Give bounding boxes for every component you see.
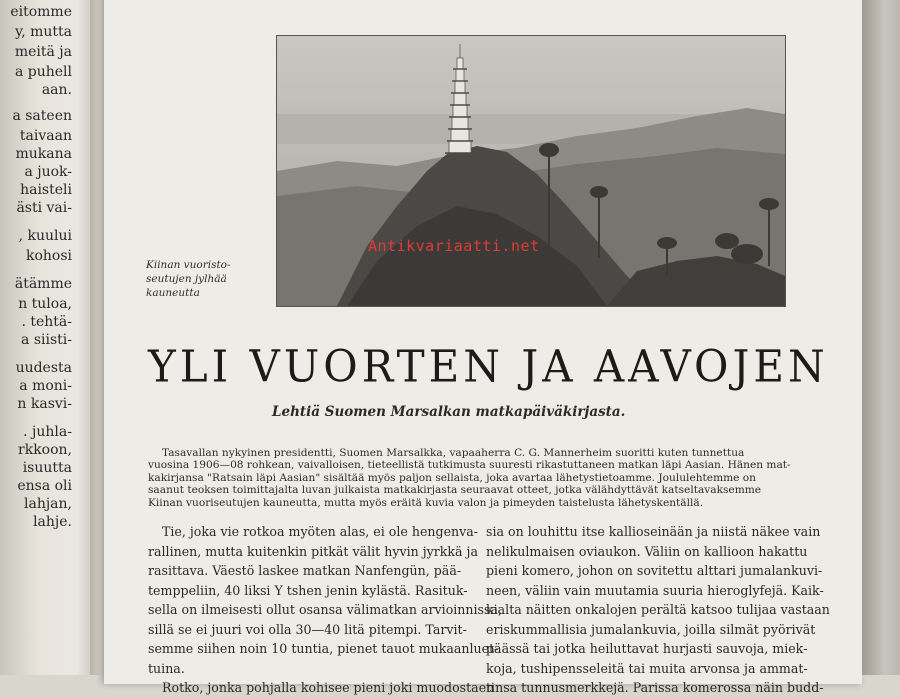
body-line: pieni komero, johon on sovitettu alttari jumalankuvi- (486, 563, 823, 578)
article-lead (148, 447, 816, 509)
body-line: tuina. (148, 660, 185, 676)
body-column-right (486, 522, 830, 698)
magazine-page (104, 0, 862, 695)
body-line: sia on louhittu itse kallioseinään ja niistä näkee vain (486, 524, 821, 539)
caption-line: seutujen jylhää (146, 273, 227, 285)
body-line: eriskummallisia jumalankuvia, joilla silmät pyörivät (486, 621, 816, 637)
article-headline: YLI VUORTEN JA AAVOJEN (148, 340, 829, 393)
facing-page (0, 0, 96, 675)
body-line: rasittava. Väestö laskee matkan Nanfengün, pää- (148, 563, 462, 578)
lead-line: Tasavallan nykyinen presidentti, Suomen Marsalkka, vapaaherra C. G. Mannerheim suoritti kuten tunnettua (162, 447, 745, 459)
body-line: rallinen, mutta kuitenkin pitkät välit hyvin jyrkkä ja (148, 543, 478, 559)
body-line: päässä tai jotka heiluttavat hurjasti sauvoja, miek- (486, 641, 808, 656)
body-line: kialta näitten onkalojen perältä katsoo tulijaa vastaan (486, 602, 830, 617)
lead-line: kakirjansa "Ratsain läpi Aasian" sisältää myös paljon sellaista, joka avartaa lähetystietoamme. Joululehtemme on (148, 471, 756, 484)
facing-page-text: lahje. (33, 514, 72, 530)
body-line: sella on ilmeisesti ollut osansa välimatkan arvioinnissa, (148, 602, 502, 617)
facing-page-text: lahjan, (24, 496, 72, 512)
caption-line: Kiinan vuoristo- (146, 259, 231, 271)
body-line: sillä se ei juuri voi olla 30—40 litä pitempi. Tarvit- (148, 621, 467, 637)
facing-page-text: rkkoon, (18, 442, 72, 458)
pagoda-photo (276, 35, 786, 307)
lead-line: saanut teoksen toimittajalta luvan julkaista matkakirjasta seuraavat otteet, jotka välähdyttävät katseltavaksemme (148, 484, 762, 497)
facing-page-text: kohosi (25, 248, 72, 264)
facing-page-text: a sateen (12, 108, 72, 124)
facing-page-text: ästi vai- (16, 200, 72, 216)
facing-page-text: taivaan (19, 128, 72, 144)
facing-page-text: meitä ja (14, 44, 72, 60)
facing-page-text: a siisti- (21, 332, 72, 348)
facing-page-text: a moni- (19, 378, 72, 394)
facing-page-text: n kasvi- (17, 396, 72, 412)
lead-line: Kiinan vuoriseutujen kauneutta, mutta myös eräitä kuvia valon ja pimeyden taistelusta lähetyskentällä. (148, 496, 704, 509)
photo-caption (146, 258, 266, 300)
facing-page-text: haisteli (20, 182, 72, 198)
facing-page-text: ensa oli (17, 478, 72, 494)
article-subtitle: Lehtiä Suomen Marsalkan matkapäiväkirjasta. (272, 404, 626, 420)
facing-page-text: aan. (41, 82, 72, 98)
facing-page-text: a puhell (14, 64, 72, 80)
mountain-landscape-image (277, 36, 785, 306)
facing-page-text: y, mutta (15, 24, 72, 40)
facing-page-text: . tehtä- (21, 314, 72, 330)
body-line: koja, tushipensseleitä tai muita arvonsa ja ammat- (486, 660, 808, 676)
body-line: tinsa tunnusmerkkejä. Parissa komerossa näin budd- (486, 680, 824, 695)
facing-page-text: , kuului (18, 228, 72, 244)
facing-page-text: isuutta (22, 460, 72, 476)
body-line: neen, väliin vain muutamia suuria hieroglyfejä. Kaik- (486, 582, 824, 598)
facing-page-text: mukana (15, 146, 72, 162)
facing-page-text: eitomme (10, 4, 72, 20)
body-column-left (148, 522, 502, 698)
body-line: temppeliin, 40 liksi Y tshen jenin kylästä. Rasituk- (148, 582, 468, 598)
page-edge (862, 0, 900, 675)
facing-page-text: n tuloa, (18, 296, 72, 312)
facing-page-text: a juok- (24, 164, 72, 180)
caption-line: kauneutta (146, 287, 200, 299)
watermark: Antikvariaatti.net (368, 237, 540, 255)
body-line: nelikulmaisen oviaukon. Väliin on kallioon hakattu (486, 543, 808, 559)
lead-line: vuosina 1906—08 rohkean, vaivalloisen, tieteellistä tutkimusta suuresti rikastuttaneen matkan läpi Aasian. Hänen mat- (148, 459, 791, 472)
body-line: Rotko, jonka pohjalla kohisee pieni joki muodostaen (162, 680, 495, 695)
facing-page-text: ätämme (14, 276, 72, 292)
body-line: Tie, joka vie rotkoa myöten alas, ei ole hengenva- (162, 524, 479, 539)
facing-page-text: uudesta (15, 360, 72, 376)
facing-page-text: . juhla- (23, 424, 72, 440)
body-line: semme siihen noin 10 tuntia, pienet tauot mukaanluet- (148, 641, 499, 656)
